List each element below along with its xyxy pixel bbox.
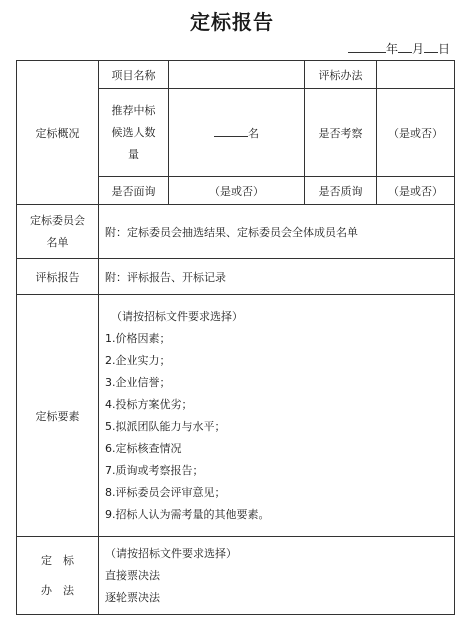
interview-label: 是否面询 bbox=[99, 177, 169, 205]
year-blank[interactable] bbox=[348, 40, 386, 53]
inspect-label: 是否考察 bbox=[305, 89, 377, 177]
candidates-label-line-2: 候选人数 bbox=[111, 125, 156, 139]
eval-method-label: 评标办法 bbox=[305, 61, 377, 89]
eval-method-field[interactable] bbox=[377, 61, 455, 89]
element-item-5: 5.拟派团队能力与水平； bbox=[105, 419, 226, 433]
element-item-6: 6.定标核查情况 bbox=[105, 441, 182, 455]
candidates-unit: 名 bbox=[248, 127, 259, 140]
candidates-label bbox=[99, 89, 169, 177]
row-committee bbox=[17, 205, 455, 259]
overview-label: 定标概况 bbox=[17, 61, 99, 205]
element-item-4: 4.投标方案优劣； bbox=[105, 397, 193, 411]
committee-label-line-2: 名单 bbox=[46, 235, 69, 249]
method-note: （请按招标文件要求选择） bbox=[105, 546, 237, 560]
elements-note: （请按招标文件要求选择） bbox=[111, 309, 243, 323]
elements-label: 定标要素 bbox=[17, 295, 99, 537]
method-content[interactable] bbox=[99, 537, 455, 615]
project-name-label: 项目名称 bbox=[99, 61, 169, 89]
method-label bbox=[17, 537, 99, 615]
question-label: 是否质询 bbox=[305, 177, 377, 205]
month-label: 月 bbox=[411, 42, 424, 56]
question-value[interactable]: （是或否） bbox=[377, 177, 455, 205]
year-label: 年 bbox=[385, 42, 398, 56]
element-item-8: 8.评标委员会评审意见； bbox=[105, 485, 226, 499]
month-blank[interactable] bbox=[398, 40, 412, 53]
eval-report-label: 评标报告 bbox=[17, 259, 99, 295]
date-line bbox=[348, 40, 450, 57]
report-table bbox=[16, 60, 455, 615]
candidates-count-field[interactable] bbox=[169, 89, 305, 177]
project-name-field[interactable] bbox=[169, 61, 305, 89]
candidates-label-line-3: 量 bbox=[128, 147, 139, 161]
element-item-2: 2.企业实力； bbox=[105, 353, 171, 367]
element-item-9: 9.招标人认为需考量的其他要素。 bbox=[105, 507, 270, 521]
inspect-value[interactable]: （是或否） bbox=[377, 89, 455, 177]
method-label-line-1: 定 标 bbox=[41, 553, 74, 567]
day-label: 日 bbox=[437, 42, 450, 56]
method-option-2: 逐轮票决法 bbox=[105, 590, 160, 604]
element-item-3: 3.企业信誉； bbox=[105, 375, 171, 389]
row-elements bbox=[17, 295, 455, 537]
committee-label-line-1: 定标委员会 bbox=[30, 213, 85, 227]
interview-value[interactable]: （是或否） bbox=[169, 177, 305, 205]
eval-report-value[interactable]: 附：评标报告、开标记录 bbox=[99, 259, 455, 295]
row-eval-report bbox=[17, 259, 455, 295]
committee-value[interactable]: 附：定标委员会抽选结果、定标委员会全体成员名单 bbox=[99, 205, 455, 259]
page-title: 定标报告 bbox=[190, 10, 274, 34]
row-method bbox=[17, 537, 455, 615]
candidates-label-line-1: 推荐中标 bbox=[111, 103, 156, 117]
row-project-name bbox=[17, 61, 455, 89]
method-option-1: 直接票决法 bbox=[105, 568, 160, 582]
element-item-7: 7.质询或考察报告； bbox=[105, 463, 204, 477]
method-label-line-2: 办 法 bbox=[41, 583, 74, 597]
candidates-count-blank[interactable] bbox=[214, 124, 248, 137]
element-item-1: 1.价格因素； bbox=[105, 331, 171, 345]
day-blank[interactable] bbox=[424, 40, 438, 53]
elements-content[interactable] bbox=[99, 295, 455, 537]
committee-label bbox=[17, 205, 99, 259]
